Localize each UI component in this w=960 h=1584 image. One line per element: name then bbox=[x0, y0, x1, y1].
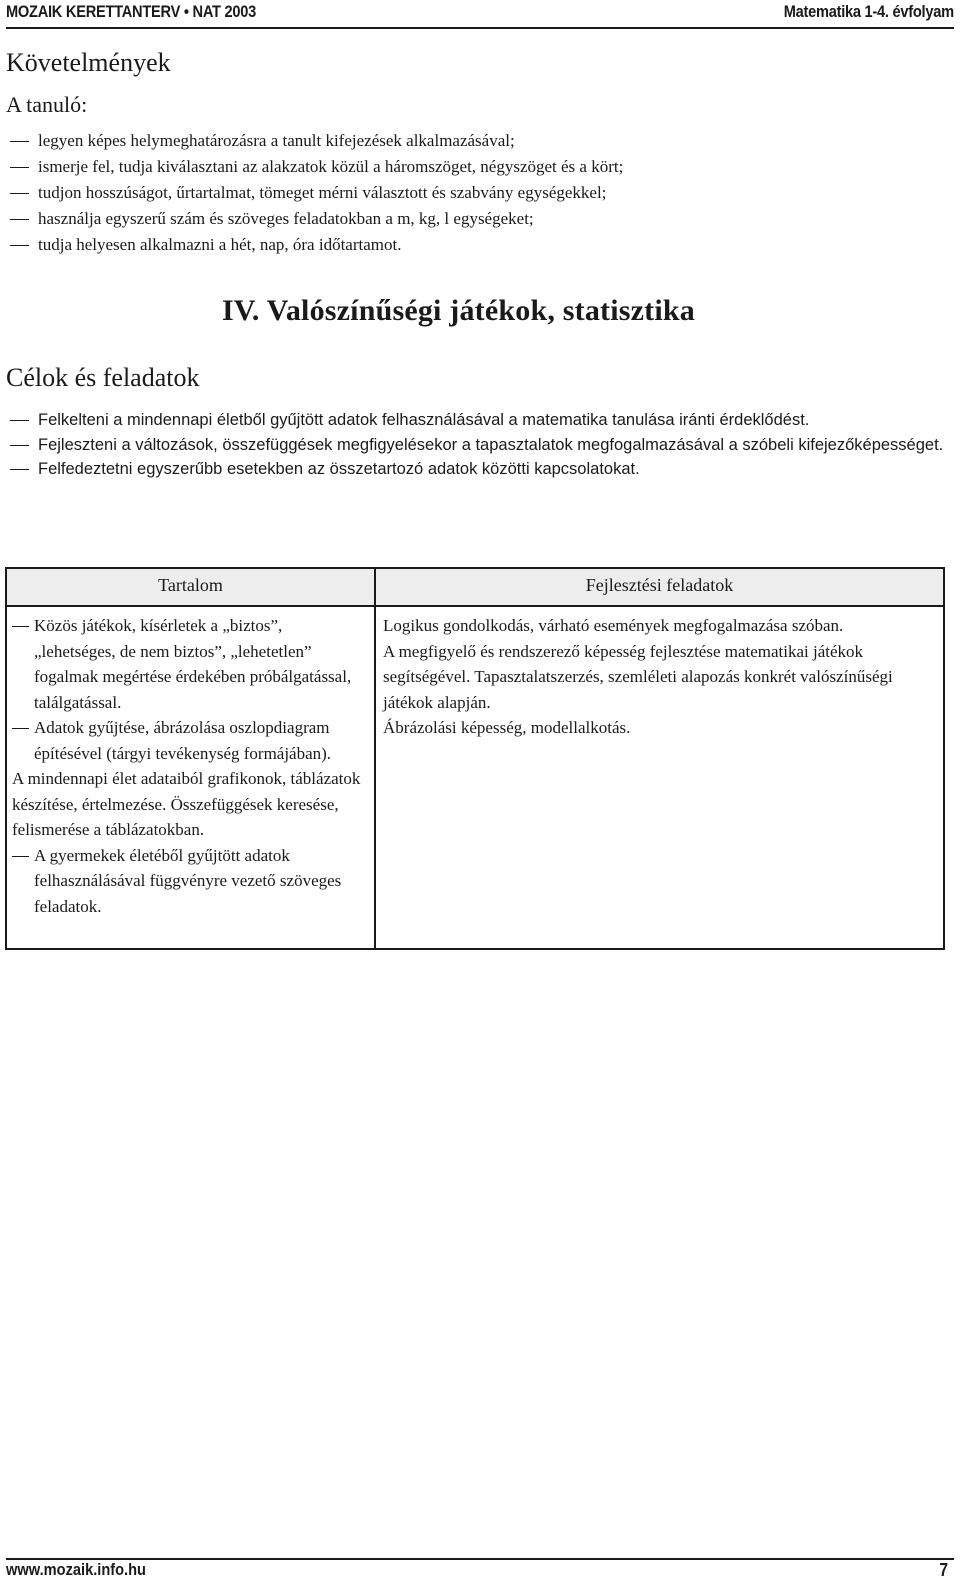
development-column bbox=[383, 613, 939, 741]
goals-heading: Célok és feladatok bbox=[6, 363, 200, 392]
table-header-row bbox=[7, 569, 943, 607]
requirements-list bbox=[10, 128, 950, 258]
table-cell-item: Logikus gondolkodás, várható események megfogalmazása szóban. bbox=[383, 616, 844, 635]
list-item: Felfedeztetni egyszerűbb esetekben az összetartozó adatok közötti kapcsolatokat. bbox=[10, 457, 950, 482]
list-item: tudjon hosszúságot, űrtartalmat, tömeget mérni választott és szabvány egységekkel; bbox=[10, 180, 950, 206]
footer-url: www.mozaik.info.hu bbox=[6, 1560, 146, 1579]
list-item: tudja helyesen alkalmazni a hét, nap, óra időtartamot. bbox=[10, 232, 950, 258]
footer-rule bbox=[6, 1558, 954, 1560]
list-item: legyen képes helymeghatározásra a tanult kifejezések alkalmazásával; bbox=[10, 128, 950, 154]
table-cell-item: Közös játékok, kísérletek a „biztos”, „lehetséges, de nem biztos”, „lehetetlen” fogalmak megértése érdekében próbálgatással, találgatással. bbox=[12, 613, 368, 715]
list-item: használja egyszerű szám és szöveges feladatokban a m, kg, l egységeket; bbox=[10, 206, 950, 232]
table-cell-item: A mindennapi élet adataiból grafikonok, táblázatok készítése, értelmezése. Összefüggések keresése, felismerése a táblázatokban. bbox=[12, 769, 361, 839]
requirements-subtitle: A tanuló: bbox=[6, 92, 88, 117]
header-subject-title: Matematika 1-4. évfolyam bbox=[783, 2, 954, 21]
list-item: Fejleszteni a változások, összefüggések megfigyelésekor a tapasztalatok megfogalmazásával a szóbeli kifejezőképességet. bbox=[10, 433, 950, 458]
content-column bbox=[12, 613, 368, 919]
chapter-title: IV. Valószínűségi játékok, statisztika bbox=[222, 294, 695, 327]
requirements-heading: Követelmények bbox=[6, 48, 171, 77]
page-header bbox=[6, 0, 954, 29]
page-number: 7 bbox=[939, 1560, 948, 1580]
table-header-development: Fejlesztési feladatok bbox=[585, 575, 734, 595]
list-item: Felkelteni a mindennapi életből gyűjtött adatok felhasználásával a matematika tanulása iránti érdeklődést. bbox=[10, 408, 950, 433]
table-cell-item: A gyermekek életéből gyűjtött adatok felhasználásával függvényre vezető szöveges feladatok. bbox=[12, 843, 368, 920]
content-table bbox=[5, 567, 945, 950]
column-divider bbox=[374, 569, 376, 948]
list-item: ismerje fel, tudja kiválasztani az alakzatok közül a háromszöget, négyszöget és a kört; bbox=[10, 154, 950, 180]
table-cell-item: A megfigyelő és rendszerező képesség fejlesztése matematikai játékok segítségével. Tapasztalatszerzés, szemléleti alapozás konkrét valószínűségi játékok alapján. bbox=[383, 641, 893, 712]
table-cell-item: Adatok gyűjtése, ábrázolása oszlopdiagram építésével (tárgyi tevékenység formájában). bbox=[12, 715, 368, 766]
goals-list bbox=[10, 408, 950, 482]
table-cell-item: Ábrázolási képesség, modellalkotás. bbox=[383, 718, 631, 737]
header-series-title: MOZAIK KERETTANTERV • NAT 2003 bbox=[6, 2, 257, 21]
table-header-content: Tartalom bbox=[158, 575, 223, 595]
